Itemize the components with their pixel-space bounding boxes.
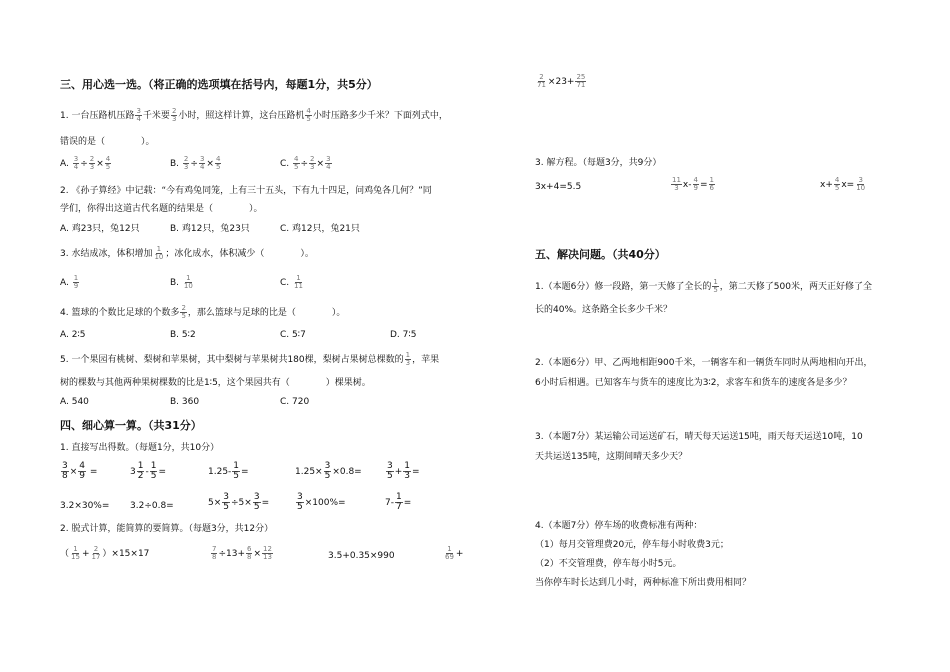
problem2-line2: 6小时后相遇。已知客车与货车的速度比为3∶2，求客车和货车的速度各是多少？ (535, 378, 852, 388)
q1-line2: 错误的是（ ）。 (60, 137, 155, 147)
q4-option-c[interactable]: C. 5∶7 (280, 330, 306, 340)
calc-r2-e2: 3.2÷0.8= (130, 501, 174, 511)
section4-heading: 四、细心算一算。（共31分） (60, 419, 202, 432)
calc-r3-e1: （ $\frac{1}{15}$ + $\frac{2}{17}$ ）×15×17 (60, 545, 150, 561)
fraction: $\frac{1}{10}$ (154, 245, 164, 261)
equation-3: x+ $\frac{4}{5}$ x= $\frac{3}{10}$ (820, 176, 866, 192)
q2-option-c[interactable]: C. 鸡12只，兔21只 (280, 224, 360, 234)
calc-r1-e4: 1.25× $\frac{3}{5}$ ×0.8= (295, 461, 362, 481)
problem1-line1: 1.（本题6分）修一段路，第一天修了全长的 $\frac{1}{5}$ ，第二天修了500米，两天正好修了全 (535, 278, 872, 294)
q1-option-a[interactable]: A. $\frac{3}{4}$ ÷ $\frac{2}{3}$ × $\frac{4}{5}$ (60, 155, 111, 171)
fraction: $\frac{4}{5}$ (306, 107, 311, 123)
problem4-line2: （1）每月交管理费20元，停车每小时收费3元； (535, 540, 729, 550)
calc-r3-e2: $\frac{7}{8}$ ÷13+ $\frac{6}{8}$ × $\frac{12}{13}$ (212, 545, 272, 561)
q2-option-b[interactable]: B. 鸡12只，兔23只 (170, 224, 250, 234)
section3-heading: 三、用心选一选。（将正确的选项填在括号内，每题1分，共5分） (60, 78, 378, 91)
calc-r3-e3: 3.5+0.35×990 (328, 551, 395, 561)
q3-option-c[interactable]: C. $\frac{1}{11}$ (280, 274, 303, 290)
q2-line2: 学们，你得出这道古代名题的结果是（ ）。 (60, 204, 263, 214)
calc-r1-e1: $\frac{3}{8}$ × $\frac{4}{9}$ = (62, 461, 98, 481)
calc-r2-e1: 3.2×30%= (60, 501, 110, 511)
q4-option-d[interactable]: D. 7∶5 (390, 330, 417, 340)
sec4-sub1: 1. 直接写出得数。（每题1分，共10分） (60, 443, 220, 453)
q4-option-a[interactable]: A. 2∶5 (60, 330, 86, 340)
problem4-line4: 当你停车时长达到几小时，两种标准下所出费用相同？ (535, 578, 752, 588)
fraction: $\frac{2}{3}$ (171, 107, 177, 123)
problem2-line1: 2.（本题6分）甲、乙两地相距900千米，一辆客车和一辆货车同时从两地相向开出， (535, 358, 873, 368)
q1-option-b[interactable]: B. $\frac{2}{3}$ ÷ $\frac{3}{4}$ × $\frac{4}{5}$ (170, 155, 221, 171)
sec4-sub3: 3. 解方程。（每题3分，共9分） (535, 158, 662, 168)
equation-1: 3x+4=5.5 (535, 182, 582, 192)
q1-text3: 小时，照这样计算，这台压路机 (178, 111, 305, 121)
fraction: $\frac{1}{5}$ (713, 278, 718, 294)
q1-line1 (60, 108, 448, 123)
equation-2: $\frac{11}{3}$ x- $\frac{4}{9}$ = $\frac{1}{6}$ (672, 176, 714, 192)
q1-text2: 千米要 (142, 111, 170, 121)
sec4-sub2: 2. 脱式计算，能简算的要简算。（每题3分，共12分） (60, 524, 274, 534)
problem4-line1: 4.（本题7分）停车场的收费标准有两种： (535, 521, 703, 531)
q3-option-a[interactable]: A. $\frac{1}{9}$ (60, 274, 79, 290)
q1-option-c[interactable]: C. $\frac{4}{5}$ ÷ $\frac{2}{3}$ × $\frac{3}{4}$ (280, 155, 331, 171)
q5-option-b[interactable]: B. 360 (170, 397, 200, 407)
problem4-line3: （2）不交管理费，停车每小时5元。 (535, 559, 682, 569)
q3-line1: 3. 水结成冰，体积增加 $\frac{1}{10}$ ；冰化成水，体积减少（ ）。 (60, 245, 314, 261)
q5-option-a[interactable]: A. 540 (60, 397, 89, 407)
q5-option-c[interactable]: C. 720 (280, 397, 310, 407)
fraction: $\frac{1}{3}$ (405, 351, 411, 367)
calc-r2-e5: 7- $\frac{1}{7}$ = (385, 492, 412, 512)
calc-r1-e5: $\frac{3}{5}$ + $\frac{1}{3}$ = (387, 461, 420, 481)
problem1-line2: 长的40%。这条路全长多少千米？ (535, 305, 673, 315)
section5-heading: 五、解决问题。（共40分） (535, 248, 666, 261)
q4-line1: 4. 篮球的个数比足球的个数多 $\frac{2}{5}$ ，那么篮球与足球的比是（ ）。 (60, 304, 346, 320)
q5-line2: 树的棵数与其他两种果树棵数的比是1∶5，这个果园共有（ ）棵果树。 (60, 378, 371, 388)
calc-r3-e4: $\frac{1}{69}$ + (445, 545, 464, 561)
q1-text4: 小时压路多少千米？下面列式中， (312, 111, 448, 121)
calc-r3-e4-continued: $\frac{2}{71}$ ×23+ $\frac{25}{71}$ (537, 73, 586, 89)
q1-text1: 1. 一台压路机压路 (60, 111, 135, 121)
q5-line1: 5. 一个果园有桃树、梨树和苹果树，其中梨树与苹果树共180棵，梨树占果树总棵数的 $\frac{1}{3}$ ，苹果 (60, 351, 440, 367)
problem3-line1: 3.（本题7分）某运输公司运送矿石，晴天每天运送15吨，雨天每天运送10吨，10 (535, 432, 863, 442)
calc-r1-e2: 3 $\frac{1}{2}$ - $\frac{1}{5}$ = (130, 461, 166, 481)
calc-r2-e4: $\frac{3}{5}$ ×100%= (297, 492, 346, 512)
fraction: $\frac{3}{4}$ (136, 107, 141, 123)
problem3-line2: 天共运送135吨，这期间晴天多少天？ (535, 452, 688, 462)
calc-r1-e3: 1.25- $\frac{1}{5}$ = (208, 461, 249, 481)
q2-option-a[interactable]: A. 鸡23只，兔12只 (60, 224, 140, 234)
fraction: $\frac{2}{5}$ (181, 304, 186, 320)
q3-option-b[interactable]: B. $\frac{1}{10}$ (170, 274, 193, 290)
q2-line1: 2. 《孙子算经》中记载：“今有鸡兔同笼，上有三十五头，下有九十四足，问鸡兔各几何？”同 (60, 186, 432, 196)
calc-r2-e3: 5× $\frac{3}{5}$ ÷5× $\frac{3}{5}$ = (208, 492, 270, 512)
q4-option-b[interactable]: B. 5∶2 (170, 330, 196, 340)
